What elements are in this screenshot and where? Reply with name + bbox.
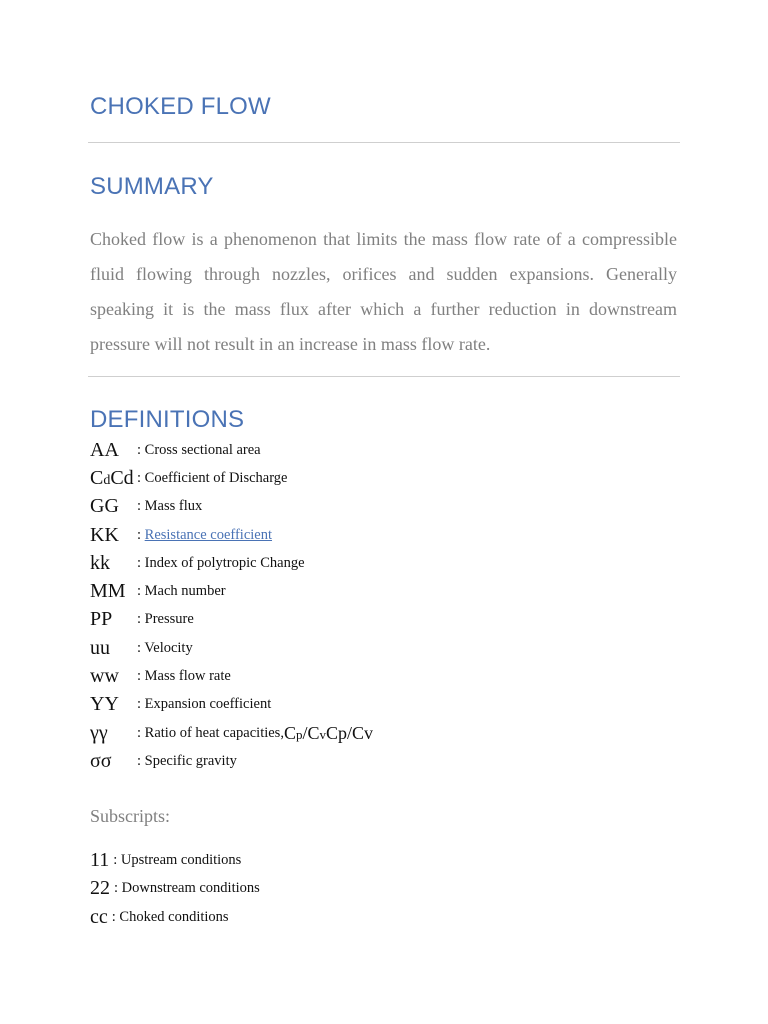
- cp-cv-ratio: Cp/CvCp/Cv: [283, 722, 374, 743]
- definition-symbol: PP: [90, 608, 113, 631]
- definition-item-area: [90, 436, 650, 464]
- definition-symbol: YY: [90, 693, 119, 716]
- definition-description: : Ratio of heat capacities,: [137, 724, 284, 741]
- definition-description: : Expansion coefficient: [137, 696, 272, 713]
- definition-prefix: :: [137, 526, 145, 543]
- subscript-description: : Downstream conditions: [114, 880, 260, 897]
- definition-item-pressure: [90, 606, 650, 634]
- subscript-description: : Upstream conditions: [113, 851, 242, 868]
- subscript-item-choked: [90, 903, 260, 932]
- definition-description: : Cross sectional area: [137, 441, 261, 458]
- definition-symbol: kk: [90, 551, 110, 574]
- definition-item-expansion: [90, 691, 650, 719]
- definition-item-specific-gravity: [90, 747, 650, 775]
- definition-symbol: uu: [90, 636, 110, 659]
- definition-symbol: GG: [90, 495, 119, 518]
- definitions-heading: DEFINITIONS: [90, 406, 245, 433]
- subscript-item-upstream: [90, 846, 260, 875]
- definition-description: : Pressure: [137, 611, 194, 628]
- subscript-item-downstream: [90, 875, 260, 904]
- divider-summary: [88, 376, 680, 377]
- definition-description: : Index of polytropic Change: [137, 554, 305, 571]
- summary-paragraph: Choked flow is a phenomenon that limits the mass flow rate of a compressible fluid flowing through nozzles, orifices and sudden expansions. Generally speaking it is the mass flux after which a further reduction in downstream pressure will not result in an increase in mass flow rate.: [90, 229, 677, 354]
- definition-description: : Velocity: [137, 639, 193, 656]
- definition-description: : Mass flow rate: [137, 668, 231, 685]
- definition-description: [137, 527, 272, 544]
- definitions-list: [90, 436, 650, 776]
- definition-item-polytropic: [90, 549, 650, 577]
- definition-symbol: σσ: [90, 749, 112, 772]
- definition-symbol: ww: [90, 665, 119, 688]
- definition-item-discharge: [90, 464, 650, 492]
- definition-description: : Mach number: [137, 583, 226, 600]
- definition-symbol: MM: [90, 580, 126, 603]
- definition-description: : Coefficient of Discharge: [137, 469, 288, 486]
- subscript-symbol: 11: [90, 848, 110, 871]
- definition-symbol: γγ: [90, 721, 108, 744]
- subscript-symbol: cc: [90, 905, 108, 928]
- page-title: CHOKED FLOW: [90, 93, 271, 120]
- definition-description: : Specific gravity: [137, 752, 237, 769]
- divider-title: [88, 142, 680, 143]
- subscripts-list: [90, 846, 260, 932]
- definition-symbol: AA: [90, 438, 119, 461]
- resistance-coefficient-link[interactable]: Resistance coefficient: [144, 526, 273, 543]
- subscripts-label: Subscripts:: [90, 806, 171, 826]
- definition-item-mach: [90, 577, 650, 605]
- definition-symbol: KK: [90, 523, 119, 546]
- definition-symbol: CdCd: [90, 466, 134, 489]
- definition-item-heat-ratio: [90, 719, 650, 747]
- definition-item-resistance: [90, 521, 650, 549]
- definition-item-mass-flow: [90, 662, 650, 690]
- subscript-description: : Choked conditions: [111, 908, 229, 925]
- subscript-symbol: 22: [90, 877, 110, 900]
- summary-heading: SUMMARY: [90, 173, 214, 200]
- definition-item-mass-flux: [90, 493, 650, 521]
- definition-description: : Mass flux: [137, 498, 203, 515]
- definition-item-velocity: [90, 634, 650, 662]
